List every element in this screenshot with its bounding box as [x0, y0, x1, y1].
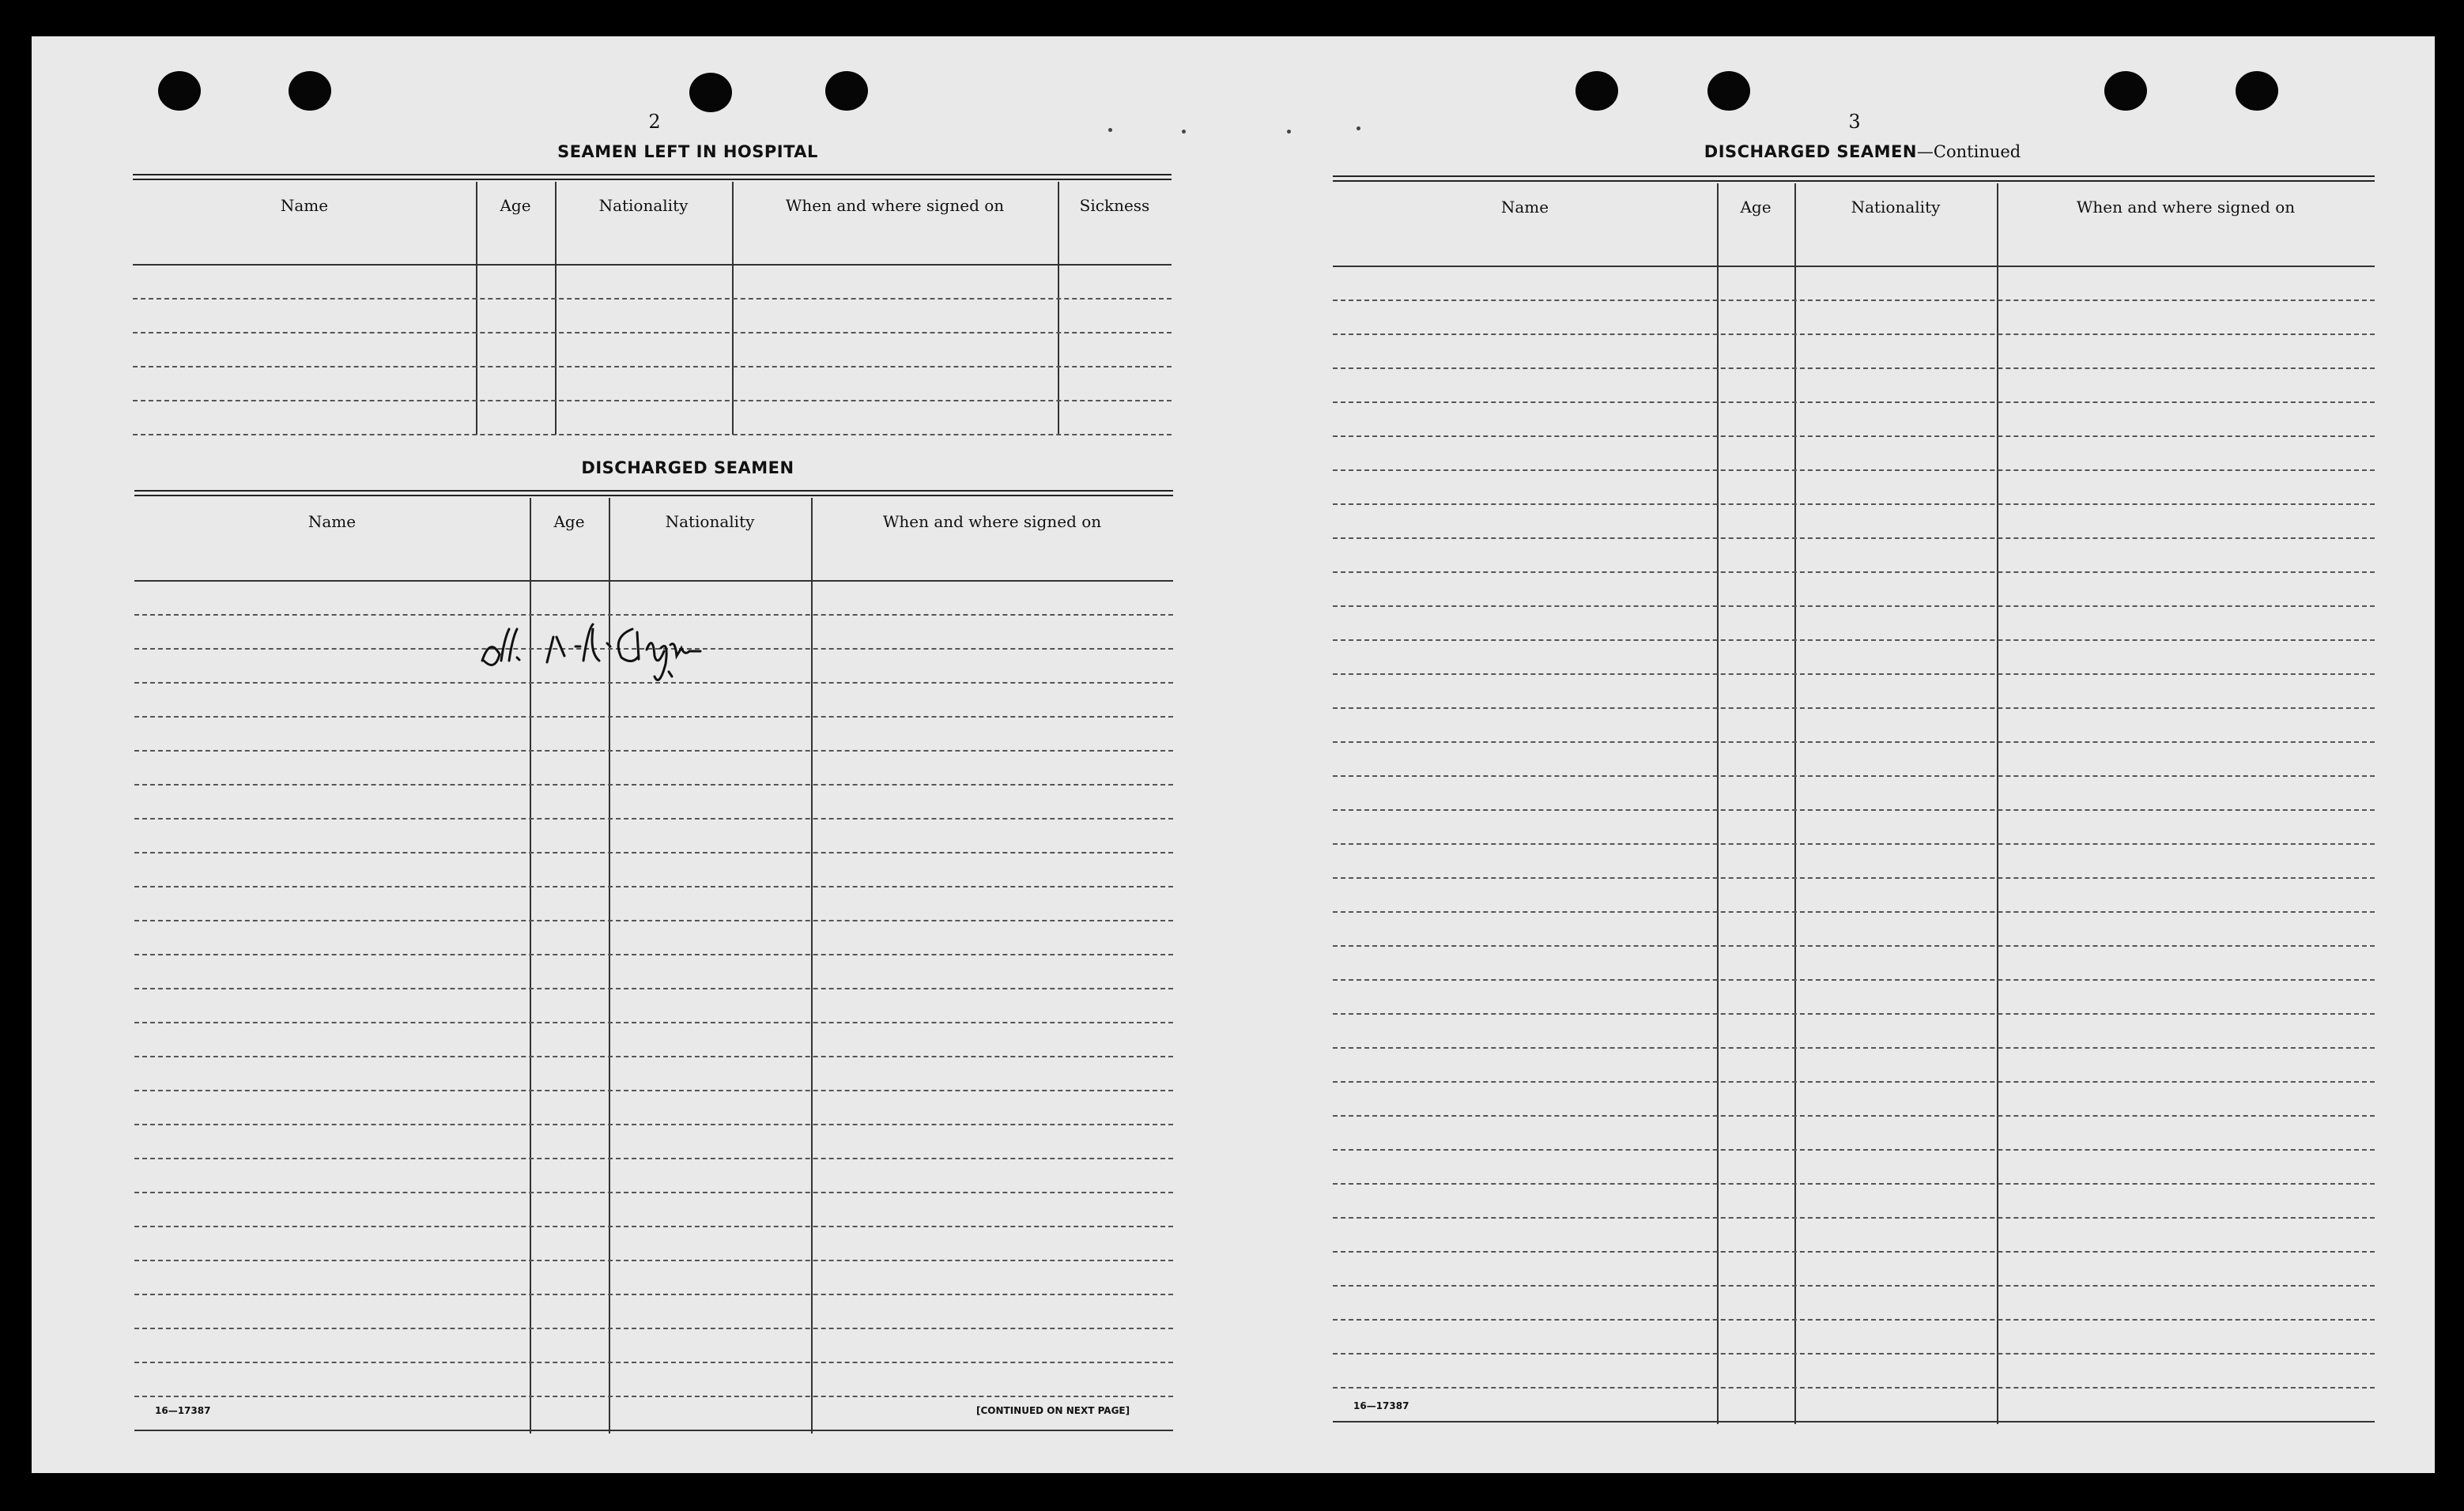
right-form-code: 16—17387 [1353, 1400, 1409, 1411]
table-row [1333, 537, 2375, 539]
left-page-number: 2 [648, 111, 661, 133]
hospital-section-title: SEAMEN LEFT IN HOSPITAL [557, 142, 818, 161]
table-row [1333, 809, 2375, 811]
punch-hole-5 [1575, 71, 1618, 111]
table-row [134, 988, 1173, 989]
table-row [1333, 1421, 2375, 1422]
table-row [134, 818, 1173, 820]
column-header-when-and-where-signed-on: When and where signed on [2076, 198, 2296, 217]
discharged-section-title: DISCHARGED SEAMEN [581, 458, 794, 477]
table-row [1333, 1251, 2375, 1253]
column-header-nationality: Nationality [1851, 198, 1941, 217]
document-sheet [32, 36, 2435, 1473]
table-row [1333, 367, 2375, 369]
column-header-age: Age [553, 512, 585, 531]
table-row [134, 1396, 1173, 1397]
punch-hole-8 [2236, 71, 2278, 111]
table-row [1333, 1285, 2375, 1287]
column-header-when-and-where-signed-on: When and where signed on [882, 512, 1102, 531]
right-page-number: 3 [1848, 111, 1861, 133]
table-row [134, 1328, 1173, 1329]
table-row [1333, 1353, 2375, 1355]
table-row [1333, 843, 2375, 845]
continued-note: [CONTINUED ON NEXT PAGE] [976, 1405, 1130, 1416]
speck [1357, 126, 1360, 130]
table-row [134, 1192, 1173, 1193]
column-header-age: Age [500, 196, 531, 215]
punch-hole-6 [1707, 71, 1750, 111]
header-underline [133, 264, 1172, 266]
table-row [134, 852, 1173, 853]
table-row [134, 1226, 1173, 1227]
speck [1287, 130, 1291, 134]
table-row [1333, 877, 2375, 879]
table-row [134, 886, 1173, 887]
table-row [1333, 673, 2375, 675]
speck [1108, 128, 1112, 132]
column-header-age: Age [1740, 198, 1772, 217]
column-divider [732, 182, 734, 435]
table-row [134, 1056, 1173, 1057]
punch-hole-7 [2104, 71, 2147, 111]
table-row [1333, 945, 2375, 947]
table-row [1333, 1081, 2375, 1083]
column-header-name: Name [308, 512, 357, 531]
column-divider [1997, 183, 1998, 1424]
column-divider [1794, 183, 1796, 1424]
handwritten-signature [474, 605, 806, 700]
table-row [1333, 503, 2375, 505]
table-row [134, 1158, 1173, 1159]
table-row [1333, 1183, 2375, 1185]
right-table [1333, 183, 2375, 1424]
table-row [1333, 911, 2375, 913]
hospital-top-rule [133, 174, 1172, 180]
table-row [1333, 639, 2375, 641]
table-row [1333, 401, 2375, 403]
punch-hole-3 [689, 73, 732, 112]
column-header-sickness: Sickness [1079, 196, 1150, 215]
table-row [1333, 1149, 2375, 1151]
column-header-name: Name [1500, 198, 1549, 217]
table-row [133, 332, 1172, 333]
column-header-nationality: Nationality [665, 512, 755, 531]
table-row [1333, 1047, 2375, 1049]
hospital-table [133, 182, 1172, 435]
table-row [134, 954, 1173, 955]
punch-hole-2 [289, 71, 331, 111]
column-divider [1717, 183, 1719, 1424]
table-row [134, 920, 1173, 921]
table-row [1333, 775, 2375, 777]
table-row [134, 750, 1173, 752]
right-title-main: DISCHARGED SEAMEN [1704, 142, 1917, 161]
right-section-title [1578, 142, 2147, 161]
table-row [1333, 1387, 2375, 1389]
table-row [134, 784, 1173, 786]
table-row [1333, 1319, 2375, 1321]
table-row [134, 716, 1173, 718]
table-row [1333, 1013, 2375, 1015]
table-row [1333, 571, 2375, 573]
table-row [1333, 979, 2375, 981]
table-row [1333, 741, 2375, 743]
table-row [134, 1090, 1173, 1091]
table-row [1333, 707, 2375, 709]
right-top-rule [1333, 175, 2375, 182]
right-title-suffix: —Continued [1916, 142, 2021, 161]
column-header-name: Name [280, 196, 329, 215]
table-row [1333, 605, 2375, 607]
column-divider [555, 182, 557, 435]
header-underline [134, 580, 1173, 582]
discharged-top-rule [134, 490, 1173, 496]
table-row [1333, 469, 2375, 471]
column-header-nationality: Nationality [598, 196, 689, 215]
table-row [1333, 333, 2375, 335]
table-row [1333, 435, 2375, 437]
table-row [1333, 1217, 2375, 1219]
punch-hole-1 [158, 71, 201, 111]
column-divider [476, 182, 477, 435]
table-row [133, 298, 1172, 300]
punch-hole-4 [825, 71, 868, 111]
speck [1182, 130, 1186, 134]
column-divider [1058, 182, 1059, 435]
table-row [134, 1022, 1173, 1023]
table-row [1333, 300, 2375, 301]
left-form-code: 16—17387 [155, 1405, 211, 1416]
table-row [134, 1430, 1173, 1431]
header-underline [1333, 266, 2375, 267]
table-row [133, 434, 1172, 435]
table-row [134, 1260, 1173, 1261]
table-row [133, 400, 1172, 401]
table-row [133, 366, 1172, 367]
table-row [134, 1362, 1173, 1363]
column-header-when-and-where-signed-on: When and where signed on [785, 196, 1005, 215]
table-row [134, 1124, 1173, 1125]
table-row [1333, 1115, 2375, 1117]
table-row [134, 1294, 1173, 1295]
